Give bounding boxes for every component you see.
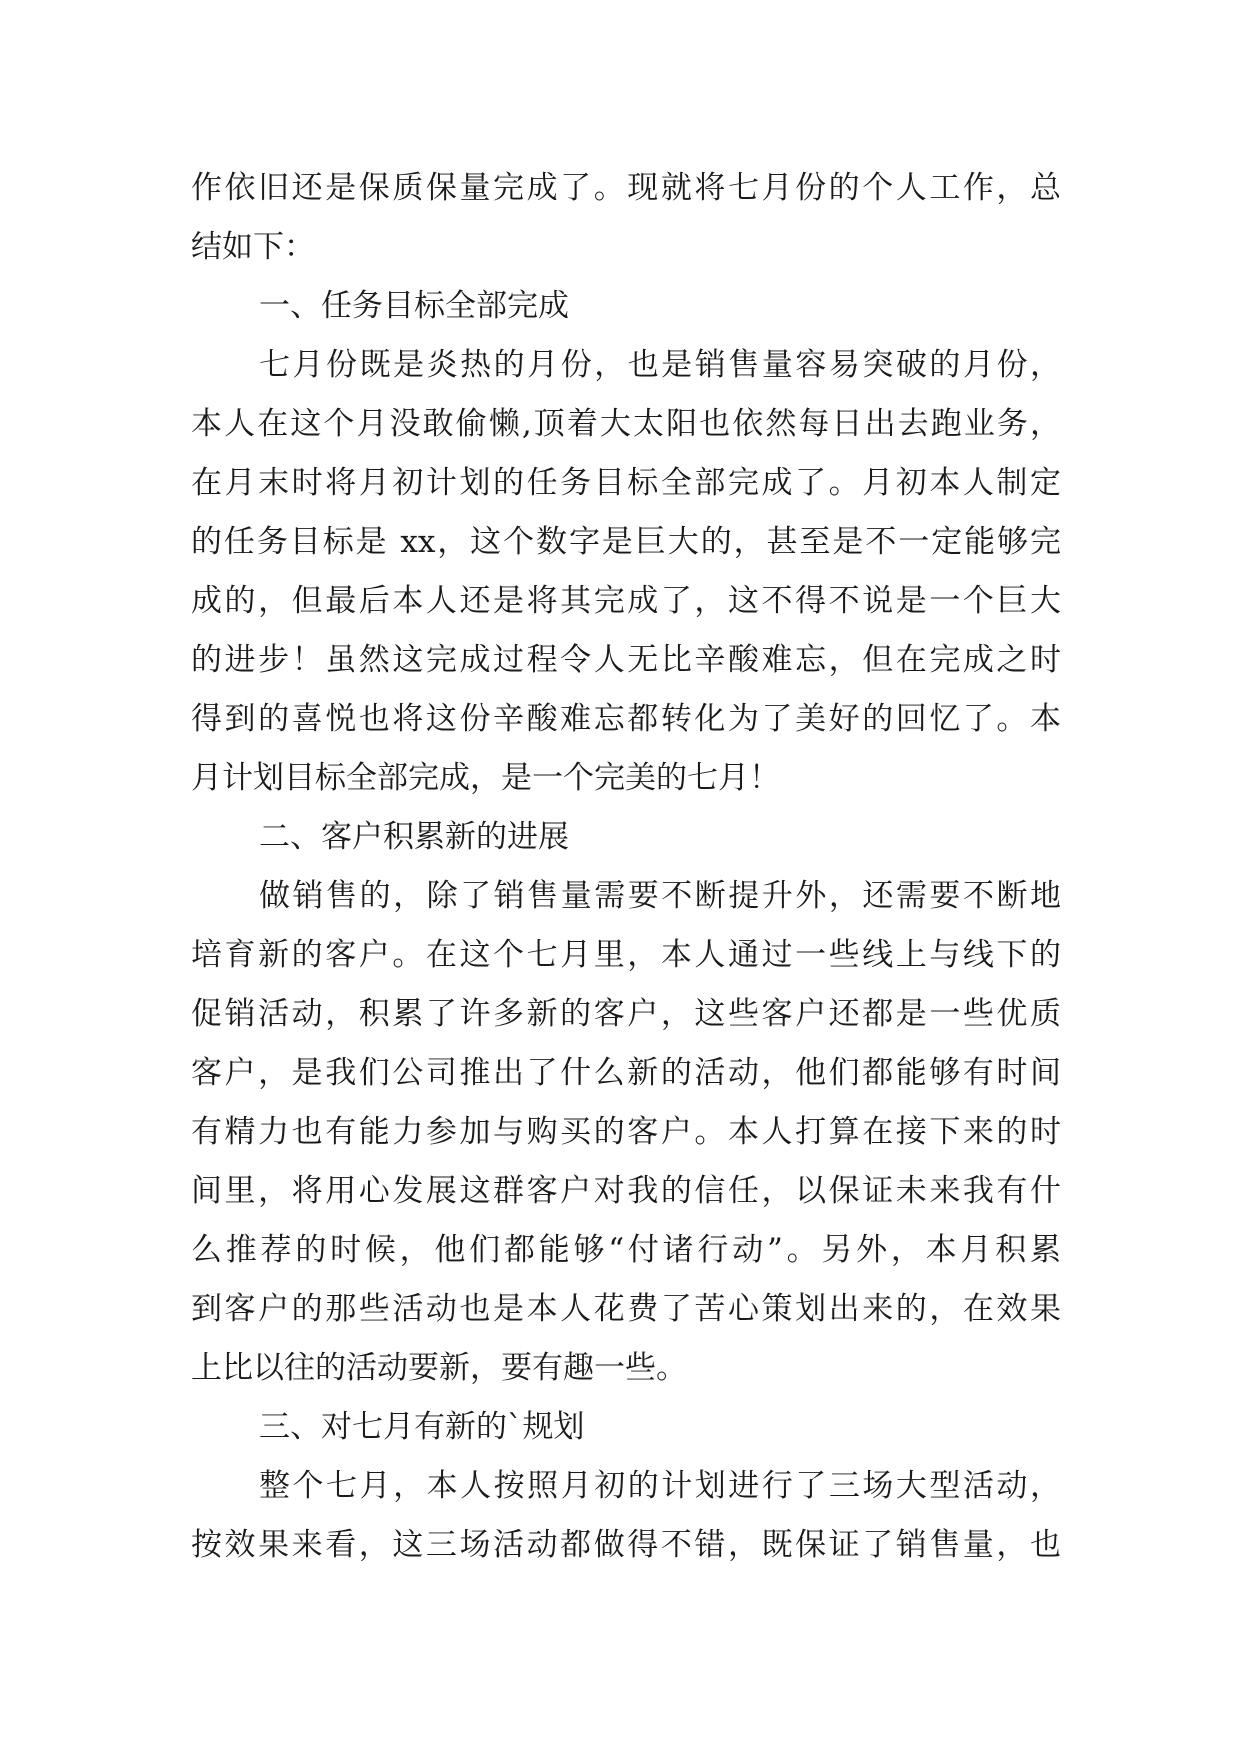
text-line: 间里，将用心发展这群客户对我的信任，以保证未来我有什 <box>191 1173 1061 1209</box>
text-line: 在月末时将月初计划的任务目标全部完成了。月初本人制定 <box>191 465 1061 501</box>
text-line: 么推荐的时候，他们都能够“付诸行动”。另外，本月积累 <box>191 1232 1061 1268</box>
text-line: 作依旧还是保质保量完成了。现就将七月份的个人工作，总 <box>191 170 1061 206</box>
paragraph-first-line: 七月份既是炎热的月份，也是销售量容易突破的月份， <box>259 347 1061 383</box>
text-line: 促销活动，积累了许多新的客户，这些客户还都是一些优质 <box>191 996 1061 1032</box>
paragraph-first-line: 整个七月，本人按照月初的计划进行了三场大型活动， <box>259 1468 1061 1504</box>
text-line: 的任务目标是 xx，这个数字是巨大的，甚至是不一定能够完 <box>191 524 1061 560</box>
text-line: 月计划目标全部完成，是一个完美的七月！ <box>191 760 780 796</box>
text-line: 上比以往的活动要新，要有趣一些。 <box>191 1350 687 1386</box>
text-line: 的进步！虽然这完成过程令人无比辛酸难忘，但在完成之时 <box>191 642 1061 678</box>
section-heading: 二、客户积累新的进展 <box>259 819 569 855</box>
section-heading: 一、任务目标全部完成 <box>259 288 569 324</box>
text-line: 到客户的那些活动也是本人花费了苦心策划出来的，在效果 <box>191 1291 1061 1327</box>
paragraph-first-line: 做销售的，除了销售量需要不断提升外，还需要不断地 <box>259 878 1061 914</box>
document-body <box>191 159 1061 1575</box>
text-line: 成的，但最后本人还是将其完成了，这不得不说是一个巨大 <box>191 583 1061 619</box>
text-line: 结如下： <box>191 229 315 265</box>
text-line: 有精力也有能力参加与购买的客户。本人打算在接下来的时 <box>191 1114 1061 1150</box>
section-heading: 三、对七月有新的`规划 <box>259 1409 585 1445</box>
text-line: 本人在这个月没敢偷懒,顶着大太阳也依然每日出去跑业务， <box>191 406 1061 442</box>
text-line: 客户，是我们公司推出了什么新的活动，他们都能够有时间 <box>191 1055 1061 1091</box>
text-line: 按效果来看，这三场活动都做得不错，既保证了销售量，也 <box>191 1527 1061 1563</box>
text-line: 得到的喜悦也将这份辛酸难忘都转化为了美好的回忆了。本 <box>191 701 1061 737</box>
text-line: 培育新的客户。在这个七月里，本人通过一些线上与线下的 <box>191 937 1061 973</box>
